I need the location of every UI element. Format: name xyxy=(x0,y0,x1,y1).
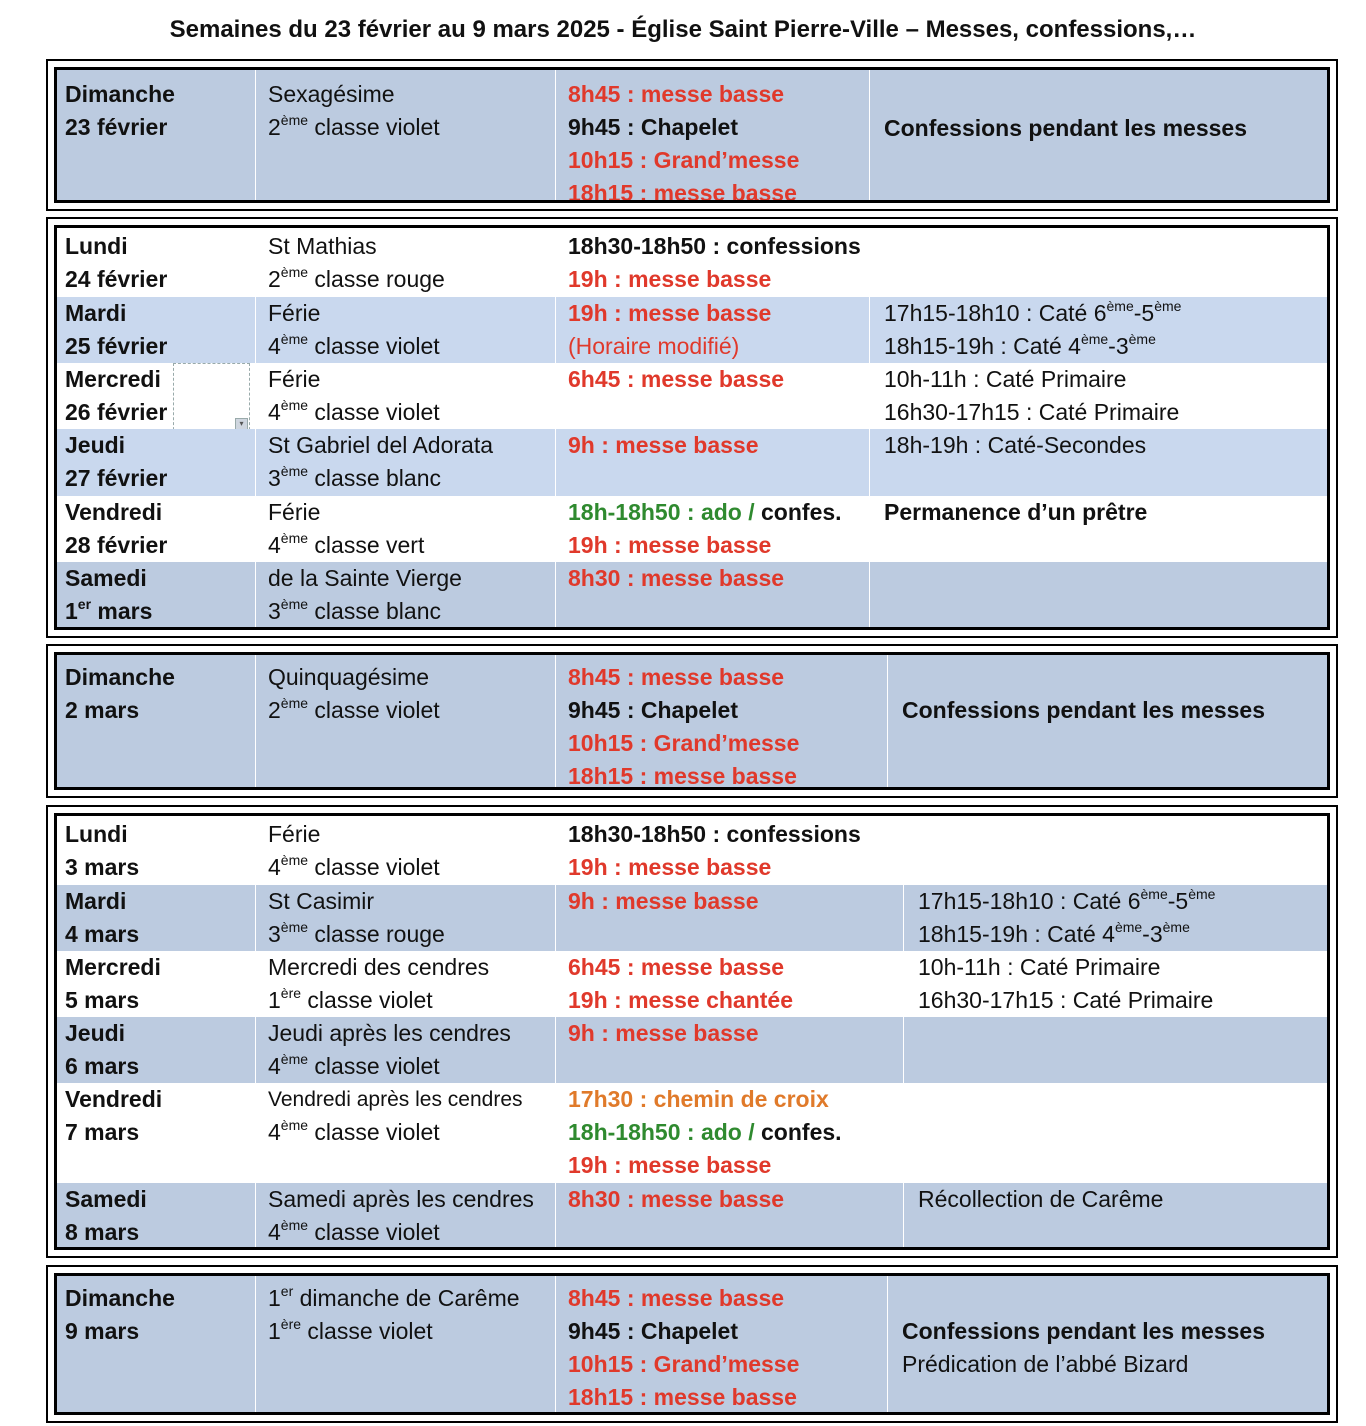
table-row: Jeudi 6 mars Jeudi après les cendres 4ème classe violet 9h : messe basse xyxy=(57,1017,1327,1083)
schedule-cell xyxy=(555,70,800,203)
confession-note: Confessions pendant les messes xyxy=(884,115,1248,141)
table-row: Samedi 8 mars Samedi après les cendres 4ème classe violet 8h30 : messe basse Récollection de Carême xyxy=(57,1183,1327,1250)
table-row: ▾ Mercredi 26 février Férie 4ème classe violet 6h45 : messe basse 10h-11h : Caté Primaire 16h30-17h15 : Caté Primaire xyxy=(57,363,1327,429)
mass-item: 8h45 : messe basse xyxy=(568,81,785,107)
table-row: Samedi 1er mars de la Sainte Vierge 3ème classe blanc 8h30 : messe basse xyxy=(57,562,1327,630)
table-row: Vendredi 28 février Férie 4ème classe vert 18h-18h50 : ado / confes. 19h : messe basse Permanence d’un prêtre xyxy=(57,496,1327,562)
table-row: Lundi 24 février St Mathias 2ème classe rouge 18h30-18h50 : confessions 19h : messe basse xyxy=(57,228,1327,297)
table-row: Vendredi 7 mars Vendredi après les cendres 4ème classe violet 17h30 : chemin de croix 18h-18h50 : ado / confes. 19h : messe basse xyxy=(57,1083,1327,1183)
chevron-down-icon[interactable]: ▾ xyxy=(235,418,248,431)
week-block-24-feb xyxy=(46,217,1338,638)
mass-item: 9h45 : Chapelet xyxy=(568,114,738,140)
table-row: Jeudi 27 février St Gabriel del Adorata 3ème classe blanc 9h : messe basse 18h-19h : Caté-Secondes xyxy=(57,429,1327,496)
day-name: Dimanche xyxy=(65,81,175,107)
table-row: Lundi 3 mars Férie 4ème classe violet 18h30-18h50 : confessions 19h : messe basse xyxy=(57,816,1327,885)
week-block-3-mar xyxy=(46,805,1338,1258)
day-cell xyxy=(65,78,175,200)
feast-cell xyxy=(255,70,440,200)
table-row: Mardi 25 février Férie 4ème classe violet 19h : messe basse (Horaire modifié) 17h15-18h10 : Caté 6ème-5ème 18h15-19h : Caté 4ème-3ème xyxy=(57,297,1327,363)
mass-item: 10h15 : Grand’messe xyxy=(568,147,800,173)
day-date: 23 février xyxy=(65,114,168,140)
table-row: Mardi 4 mars St Casimir 3ème classe rouge 9h : messe basse 17h15-18h10 : Caté 6ème-5ème 18h15-19h : Caté 4ème-3ème xyxy=(57,885,1327,951)
sunday-block-23-feb xyxy=(46,59,1338,211)
page-title: Semaines du 23 février au 9 mars 2025 - Église Saint Pierre-Ville – Messes, confessions,… xyxy=(169,16,1197,43)
feast-name: Sexagésime xyxy=(268,81,395,107)
sunday-block-9-mar: Dimanche 9 mars 1er dimanche de Carême 1ère classe violet 8h45 : messe basse 9h45 : Chapelet 10h15 : Grand’messe 18h15 : messe basse Confessions pendant les messes Prédication de l’abbé Bizard xyxy=(46,1265,1338,1423)
sunday-block-2-mar: Dimanche 2 mars Quinquagésime 2ème classe violet 8h45 : messe basse 9h45 : Chapelet 10h15 : Grand’messe 18h15 : messe basse Confessions pendant les messes xyxy=(46,644,1338,798)
feast-class: 2ème classe violet xyxy=(268,112,440,140)
notes-cell xyxy=(869,70,1327,200)
mass-item: 18h15 : messe basse xyxy=(568,180,797,203)
table-row: Mercredi 5 mars Mercredi des cendres 1ère classe violet 6h45 : messe basse 19h : messe chantée 10h-11h : Caté Primaire 16h30-17h15 : Caté Primaire xyxy=(57,951,1327,1017)
